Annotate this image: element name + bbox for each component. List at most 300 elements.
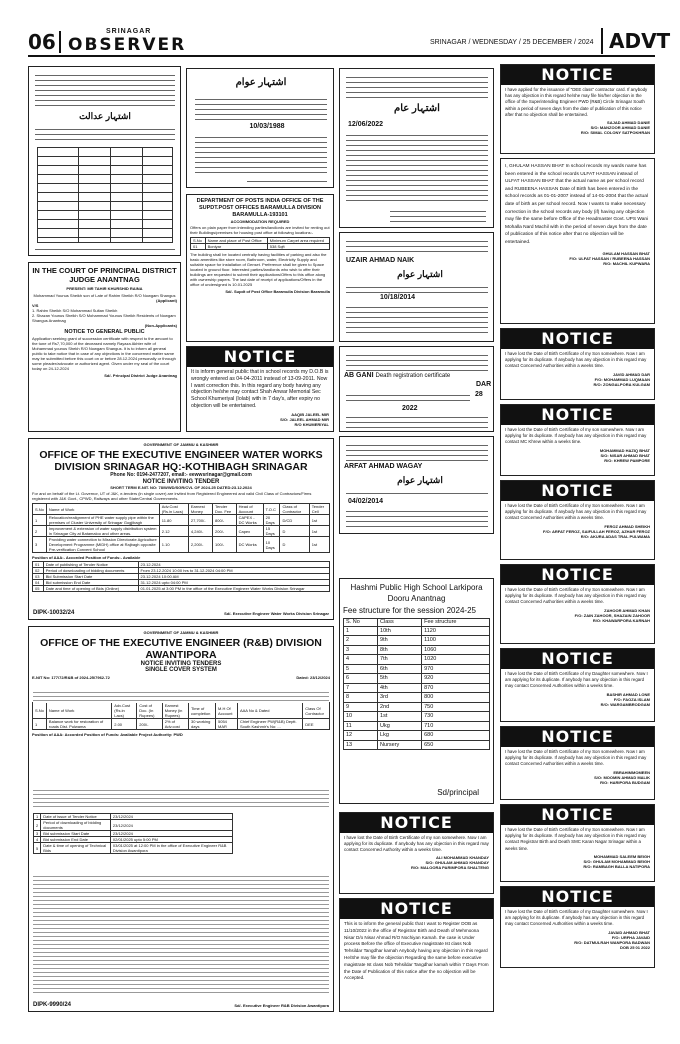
table-cell: 100/- — [213, 537, 237, 553]
table-cell: Date & time of opening of Technical Bids — [41, 843, 111, 854]
table-cell: 3rd — [378, 693, 422, 703]
urdu-ad-1 — [28, 66, 181, 256]
notice-signature: JAVID AHMAD DAR — [612, 371, 650, 377]
table-cell: 13 — [344, 740, 378, 750]
table-cell: 1120 — [422, 626, 490, 636]
notice-signature: F/O: ULFAT HASSAN / RUBEENA HASSAN — [569, 255, 650, 261]
table-cell: 31.12.2024 upto 04:00 PM — [138, 580, 329, 586]
table-cell: 1060 — [422, 645, 490, 655]
table-cell: 02/01/2025 upto 5:00 PM — [110, 837, 232, 843]
court-non-applicants: (Non-Applicants) — [144, 323, 177, 328]
notice-body: I have lost the Date of Birth Certificate of my Daughter somewhere. Now I am applying for its duplicate. If anybody has any objection in this regard may contact Concerned Authorities within a weeks time. — [505, 909, 648, 927]
table-cell: 10 — [344, 712, 378, 722]
table-cell: 200/- — [213, 526, 237, 537]
table-header: Class — [378, 619, 422, 627]
notice-body: I have lost the Date of Birth Certificate of my Daughter somewhere. Now I am applying for its duplicate. If anybody has any objection in this regard may contact Concerned Authorities within a weeks time. — [505, 671, 648, 689]
notice-body: I have lost the Date of Birth Certificate of my son somewhere. Now I am applying for its duplicate. If anybody has any objection in this regard may contact Concerned Authority within a weeks time. — [344, 835, 489, 852]
table-cell: Capex — [236, 526, 263, 537]
header-divider — [59, 31, 61, 53]
notice-signature: R/O: DATMULRAH WANPORA BADWAN — [574, 939, 650, 945]
school-fee-ad — [339, 578, 494, 804]
urdu-text-lines — [247, 177, 327, 185]
table-row — [344, 645, 490, 655]
urdu-date: 04/02/2014 — [348, 498, 384, 505]
table-header: Time of completion — [189, 703, 216, 719]
table-cell: 8th — [378, 645, 422, 655]
notice-signature: GHULAM HASSAN BHAT — [602, 250, 650, 256]
urdu-title: اشتہار عوام — [235, 77, 287, 88]
postoffice-body: The building shall be located centrally having facilities of parking and also the basic amenities like store room, Bathroom, water, Electricity Supply and suitable space for installation of Genset. Preference shall be given to Space located in ground floor. Interested parties/landlords who wish to offer their buildings are requested to submit their applications/Offers to this office along with ownership papers. The last date of receipt of applications/Offers in the office of undersigned is 10.01.2025 — [190, 252, 327, 287]
table-cell: 800 — [422, 693, 490, 703]
urdu-text-lines — [346, 351, 488, 371]
tender-contact: Phone No: 0194-2477207, email:- eewwsrinagar@gmail.com — [110, 472, 252, 478]
table-cell: 730 — [422, 712, 490, 722]
table-header: Minimum Carpet area required — [267, 238, 329, 244]
table-cell: 5 — [34, 843, 41, 854]
tender-notice: NOTICE INVITING TENDER — [142, 479, 220, 485]
table-cell: 10 Days — [263, 537, 280, 553]
postoffice-title: DEPARTMENT OF POSTS INDIA OFFICE OF THE SUPDT.POST OFFICES BARAMULLA DIVISION BARAMULLA-193101 — [196, 198, 324, 218]
center-notice — [186, 346, 334, 432]
urdu-text-lines — [346, 391, 470, 403]
table-cell: 9th — [378, 636, 422, 646]
tender-table — [32, 702, 330, 730]
masthead-top: SRINAGAR — [106, 28, 152, 35]
notice-signature: F/O: MOHAMMAD LUQMAAN — [594, 376, 650, 382]
court-title: IN THE COURT OF PRINCIPAL DISTRICT JUDGE ANANTNAG — [32, 266, 177, 284]
table-cell: 7 — [344, 683, 378, 693]
table-row — [33, 537, 330, 553]
table-row — [344, 712, 490, 722]
table-row — [344, 702, 490, 712]
postoffice-table — [190, 237, 330, 250]
notice-signature: R/O: MACHIL KUPWARA — [603, 260, 650, 266]
tender-table — [32, 503, 330, 553]
table-header: Earnest Money — [188, 504, 212, 515]
table-cell: 800/- — [213, 515, 237, 526]
notice-signature: R/O: AKURA ADAS TRAL PULWAMA — [580, 533, 650, 539]
table-cell: 5054 MAR — [216, 719, 238, 730]
notice-signature: F/O: ZAIN ZAHOOR, SHAZAIN ZAHOOR — [574, 612, 650, 618]
urdu-date: 12/06/2022 — [348, 121, 384, 128]
govt-line: GOVERNMENT OF JAMMU & KASHMIR — [143, 442, 219, 447]
dipk-number: DIPK-9990/24 — [33, 1002, 72, 1008]
table-cell: Period of downloading of bidding documents — [43, 568, 138, 574]
page-number: 06 — [28, 30, 56, 54]
tender-nit: SHORT TERM E-NIT. NO: 78/WWD/SGR/CVL OF 2024-25 DATED:23.12.2024 — [110, 485, 252, 490]
notice-signature: F/O: FAOZA ISLAM — [613, 696, 650, 702]
table-cell: Relocation/realignment of PHE water supply pipe within the premises of Cluster University of Srinagar Gogjibagh — [46, 515, 159, 526]
notice-heading: NOTICE — [501, 649, 654, 669]
mid-notice-2 — [339, 898, 494, 1012]
table-cell: 1.10 — [159, 537, 188, 553]
notice-body: I, GHULAM HASSAN BHAT In school records my wards name has been entered in the school records ULFAT HASSAN instead of ULFAT HASSAN BHAT that the actual name as per school record and RUBEENA HASSAN Date of Birth has been entered in the school records as 01-01-2007 instead of 14-01-2004 that the actual date of birth as per school record. Now I wants to make necessary correction in the school records any body (if) having any objection may file the same before Office of the Headmaster Govt. UPS Wani Mohalla Nard Machil with in the period of seven days from the date of publication of this notice after that no objection will be entertained. — [505, 164, 649, 245]
table-cell: 1 — [33, 515, 47, 526]
school-name: Hashmi Public High School Larkipora — [350, 583, 483, 592]
tender-sign: Sd/- Executive Engineer R&B Division Awantipora — [234, 1003, 329, 1008]
urdu-name — [344, 372, 494, 379]
table-cell: 23.12.2024 10:00 AM — [138, 574, 329, 580]
notice-signature: JAVAID AHMAD BHAT — [608, 929, 650, 935]
table-cell: 4 — [344, 655, 378, 665]
notice-body: I have lost the Date of Birth Certificate of my son somewhere. Now I am applying for its duplicate. If anybody has any objection in this regard may contact MC Khrew within a weeks time. — [505, 427, 647, 445]
table-cell: 200/- — [137, 719, 162, 730]
table-cell: Date and time of opening of Bids (Online) — [43, 586, 138, 592]
urdu-name-text: AB GANI — [344, 372, 374, 379]
table-cell: 8 — [344, 693, 378, 703]
table-cell: 01 — [191, 244, 206, 250]
table-cell: 1 — [33, 719, 47, 730]
court-presiding: PRESENT: MR TAHIR KHURSHID RAINA — [66, 286, 143, 291]
table-cell: 538 Sqft — [267, 244, 329, 250]
table-cell: 01.01.2025 at 3:00 PM in the office of the Executive Engineer Water Works Division Srinagar — [138, 586, 329, 592]
table-cell: 2% of Adv.cost — [162, 719, 188, 730]
tender-text-lines — [33, 689, 329, 703]
table-cell: 1st — [309, 537, 329, 553]
table-cell: 15 Days — [263, 526, 280, 537]
urdu-ad-3 — [339, 68, 494, 228]
urdu-table — [37, 147, 173, 243]
court-applicant: (Applicant) — [156, 298, 177, 303]
table-cell: 03 — [33, 574, 44, 580]
urdu-title: اشتہار عدالت — [79, 111, 131, 121]
notice-heading: NOTICE — [340, 813, 493, 833]
table-cell: 30 working days — [189, 719, 216, 730]
fee-table — [343, 618, 490, 750]
table-cell: 2,200/- — [188, 537, 212, 553]
tender-schedule — [33, 813, 233, 854]
table-cell: 2nd — [378, 702, 422, 712]
table-cell: 1 — [344, 626, 378, 636]
table-header: Tender Doc. Fee — [213, 504, 237, 515]
urdu-text-lines — [195, 133, 327, 173]
table-cell: 6 — [344, 674, 378, 684]
notice-body: This is to inform the general public that I want to Register DOB as 11/10/2022 in the office of Registrar Birth and Death of Mehmoona Nisar D/o Nisar Ahmad R/O Nochiyan Kamah. the case is Under process Before the office of Executive magistrate Ist class Nob Tehsildar Tangdhar kamah Anybody having any objection in this regard He/She may file the objection Regarding the same before executive magistrate Ist class Nob Tehsildar Tangdhar kamah within 7 Days From the Date of Publication of this notice after the no objection will be Accepted. — [344, 921, 489, 981]
court-sign: Sd/- Principal District Judge Anantnag — [104, 373, 177, 378]
notice-signature: EBRAHIMMOMEEN — [613, 769, 650, 775]
urdu-text-lines — [195, 95, 327, 123]
table-cell: Balance work for restoration of roads Dist. Pulwama — [46, 719, 111, 730]
notice-signature: MOHAMMAD SALEEM BEIGH — [593, 853, 650, 859]
tender-sub: SINGLE COVER SYSTEM — [145, 667, 217, 673]
notice-signature: ZAHOOR AHMAD KHAN — [604, 607, 650, 613]
notice-signature: AAQIB JALEEL MIR — [291, 411, 329, 417]
notice-signature: R/O: RAMBAGH BALLA NATIPORA — [583, 863, 650, 869]
govt-line: GOVERNMENT OF JAMMU & KASHMIR — [143, 630, 219, 635]
table-cell: 03/01/2025 at 12:00 PM in the office of Executive Engineer R&B Division Awantipora — [110, 843, 232, 854]
notice-heading: NOTICE — [501, 481, 654, 501]
notice-heading: NOTICE — [501, 329, 654, 349]
table-cell: Date of publishing of Tender Notice — [43, 562, 138, 568]
table-row — [34, 843, 233, 854]
urdu-title: اشتہار عوام — [397, 475, 443, 485]
page-header — [28, 28, 671, 56]
notice-signature: SAJAD AHMAD DANIE — [607, 120, 650, 126]
table-cell: 650 — [422, 740, 490, 750]
notice-heading: NOTICE — [501, 405, 654, 425]
urdu-ad-4 — [339, 232, 494, 342]
table-header: Class Of Contractor — [303, 703, 330, 719]
table-cell: 23/12/2024 — [110, 820, 232, 831]
urdu-text-lines — [390, 207, 486, 223]
notice-signature: S/O: MANZOOR AHMAD DANIE — [590, 125, 650, 131]
court-party: Mohammad Younus Sheikh son of Late of Rahim Sheikh R/O Nowgam Shangus — [33, 293, 176, 298]
table-cell: 970 — [422, 664, 490, 674]
right-notice — [500, 158, 655, 324]
table-header: S.No — [191, 238, 206, 244]
notice-signature: R/O: HARIPORA BUDGAM — [600, 779, 650, 785]
table-cell: 710 — [422, 721, 490, 731]
rnb-tender — [28, 626, 334, 1012]
notice-signature: R/O: KHAWARPORA KARNAH — [592, 617, 650, 623]
urdu-name: ARFAT AHMAD WAGAY — [344, 463, 423, 470]
table-row — [33, 719, 330, 730]
table-header: Name of Work — [46, 504, 159, 515]
notice-heading: NOTICE — [501, 565, 654, 585]
postoffice-sign: Sd/- Supdt of Post Office Baramulla Division Baramulla — [225, 289, 330, 294]
urdu-text-lines — [346, 237, 488, 255]
table-cell: 4 — [34, 837, 41, 843]
urdu-text-lines — [35, 71, 175, 109]
table-header: Cost of Doc. (In Rupees) — [137, 703, 162, 719]
notice-heading: NOTICE — [340, 899, 493, 919]
notice-body: I have lost the Date of Birth Certificate of my Son somewhere. Now I am applying for its duplicate. If anybody has any objection in this regard may contact Concerned Authorities within a weeks time. — [505, 351, 647, 369]
notice-signature: F/O: URFHA JAVAID — [611, 934, 650, 940]
tender-dated: Dated: 23/12/2024 — [296, 675, 330, 680]
table-cell: 920 — [422, 674, 490, 684]
table-cell: Date of issue of Tender Notice — [41, 814, 111, 820]
urdu-text-lines — [346, 303, 488, 337]
table-cell: DC Works — [236, 537, 263, 553]
table-cell: 9 — [344, 702, 378, 712]
right-notice — [500, 886, 655, 968]
table-header: Tender Cell — [309, 504, 329, 515]
table-cell: 2.12 — [159, 526, 188, 537]
masthead: OBSERVER — [68, 35, 187, 55]
urdu-text-lines — [35, 245, 175, 253]
tender-sub: NOTICE INVITING TENDERS — [140, 661, 222, 667]
table-cell: 10th — [378, 626, 422, 636]
table-cell: 1st — [378, 712, 422, 722]
table-cell: From 23.12.2024 10:00 hrs to 31.12.2024 04:00 PM — [138, 568, 329, 574]
notice-heading: NOTICE — [501, 805, 654, 825]
notice-signature: R/O: WARGAMBRODGAM — [600, 701, 650, 707]
notice-body: I have lost the Date of Birth Certificate of my Son somewhere. Now I am applying for its duplicate. If anybody has any objection in this regard may contact Concerned Authorities within a weeks time. — [505, 749, 647, 767]
urdu-text-lines — [35, 125, 175, 143]
court-body: Application seeking grant of succession certificate with respect to the amount to the tune of Rs7,70,000 of the deceased namely Rayaza Akhter wife of Mohammad younus Shekh R/O Nowgam Shangus. It is to inform all general public to take notice that in case of any objections in the concerned matter same may be submitted before this court on or before 28.12.2024 personally or through some pleader/advocate or authorized agent. Given under my seal of the court today on 24-12-2024 — [32, 336, 176, 371]
table-row — [33, 515, 330, 526]
right-notice — [500, 328, 655, 400]
table-row — [33, 526, 330, 537]
table-cell: 2 — [344, 636, 378, 646]
table-cell: 4th — [378, 683, 422, 693]
dateline: SRINAGAR / WEDNESDAY / 25 DECEMBER / 2024 — [430, 39, 594, 46]
table-row — [344, 664, 490, 674]
urdu-text-lines — [346, 413, 488, 429]
court-vs: V/S — [32, 303, 39, 308]
table-cell: DEE — [303, 719, 330, 730]
urdu-name: DAR — [476, 381, 492, 388]
urdu-text-lines — [346, 131, 488, 201]
table-cell: 5 — [344, 664, 378, 674]
table-row — [34, 820, 233, 831]
table-cell: Bid submission Start Date — [41, 831, 111, 837]
table-row — [344, 740, 490, 750]
table-cell: Nursery — [378, 740, 422, 750]
table-row — [344, 655, 490, 665]
table-header: Name and place of Post Office — [205, 238, 267, 244]
table-cell: Bid submission End Date — [43, 580, 138, 586]
urdu-date: 10/18/2014 — [380, 294, 416, 301]
dipk-number: DIPK-10032/24 — [33, 610, 75, 616]
table-cell: Providing water connection to Mission Directorate Agriculture Development Programme (MIDH) office at Rajbagh opposite Pre-verification Convent School — [46, 537, 159, 553]
notice-body: I have lost the Date of Birth Certificate of my Son somewhere. Now I am applying for its duplicate. If anybody has any objection in this regard may contact Concerned Authorities within a weeks time. — [505, 587, 647, 605]
notice-signature: S/O: NISAR AHMAD BHAT — [600, 452, 650, 458]
right-notice — [500, 404, 655, 476]
table-cell: 1020 — [422, 655, 490, 665]
notice-signature: R/O KHUMERIYAL — [294, 421, 329, 427]
table-header: M.H Of Account — [216, 703, 238, 719]
notice-signature: DOB 25 01 2022 — [619, 944, 650, 950]
header-rule — [28, 55, 655, 57]
notice-signature: R/O: MALOORA PARIMPORA SHALTENG — [411, 865, 489, 870]
urdu-number: 28 — [475, 391, 483, 398]
table-cell: CAPEX - DC Works — [236, 515, 263, 526]
table-cell: 11.80 — [159, 515, 188, 526]
section-label: ADVT — [601, 28, 657, 54]
tender-position: Position of AAA: Accorded Position of Funds: Available Project Authority: PWD — [32, 732, 183, 737]
tender-text-lines — [33, 787, 329, 809]
school-sign: Sd/principal — [437, 788, 479, 797]
court-notice — [28, 262, 181, 432]
table-cell: 2 — [33, 526, 47, 537]
table-cell: Period of downloading of bidding documents — [41, 820, 111, 831]
notice-heading: NOTICE — [501, 65, 654, 85]
urdu-name-text: Death registration certificate — [375, 373, 451, 379]
notice-heading: NOTICE — [501, 727, 654, 747]
notice-body: It is inform general public that in school records my D.O.B is wrongly entered as 04-04-2011 instead of 13-09-2011. Now I want correction this. In this regard any body having any objection he/she may contact Shah Anwar Memorial Sec School Khumeriyal (Iolab) with in 7 day's, after expiry no objection will be entertained. — [191, 369, 329, 409]
tender-intro: For and on behalf of the Lt. Governor, UT of J&K, e-tenders (in single cover) are invited from Registered Engineered and valid Civil Class of Contractors/Firms registered with J&K Govt., CPWD, Railways and other State/Central Governments. — [32, 491, 312, 501]
postoffice-intro: Offers on plain paper from intending parties/landlords are invited for renting out their Buildings/premises for housing post office at following locations:- — [190, 225, 330, 235]
table-cell: 1 — [34, 814, 41, 820]
table-cell: 23/12/2024 — [110, 831, 232, 837]
table-cell: 3 — [344, 645, 378, 655]
urdu-title: اشتہار عام — [394, 103, 440, 114]
right-notice — [500, 648, 655, 722]
table-cell: 680 — [422, 731, 490, 741]
table-header: Name of Work — [46, 703, 111, 719]
table-cell: Ukg — [378, 721, 422, 731]
table-header: Class of Contractor — [280, 504, 309, 515]
table-row — [33, 586, 330, 592]
table-cell: 02 — [33, 568, 44, 574]
notice-signature: S/O: JALEEL AHMAD MIR — [280, 416, 329, 422]
right-notice — [500, 804, 655, 882]
table-cell: 750 — [422, 702, 490, 712]
notice-signature: S/O: GHULAM AHMAD KHANDAY — [425, 860, 489, 865]
table-cell: 11 — [344, 721, 378, 731]
notice-body: I have applied for the issuance of "DEE class" contractor card. If anybody has any objection in this regard he/she may file his/her objection in the office of the Superintending Engineer PWD (R&B) Circle Srinagar South within a period of seven days from the date of publication of this notice after that no objection shall be entertained. — [505, 87, 648, 117]
table-cell: 3 — [33, 537, 47, 553]
tender-schedule — [32, 561, 330, 592]
table-cell: Bid Submission Start Date — [43, 574, 138, 580]
tender-sign: Sd/- Executive Engineer Water Works Division Srinagar — [224, 611, 329, 616]
table-header: S.No — [33, 504, 47, 515]
urdu-text-lines — [346, 441, 488, 461]
table-cell: 12 — [344, 731, 378, 741]
table-cell: 01 — [33, 562, 44, 568]
table-cell: 1100 — [422, 636, 490, 646]
table-header: Earnest Money (in Rupees) — [162, 703, 188, 719]
tender-title: OFFICE OF THE EXECUTIVE ENGINEER WATER WORKS DIVISION SRINAGAR HQ:-KOTHIBAGH SRINAGAR — [39, 449, 323, 473]
notice-signature: S/O: MOOMIN AHMAD MALIK — [594, 774, 650, 780]
court-respondents: 1. Rahim Sheikh S/O Mohammad Sultan Sheikh 2. Shazan Younus Sheikh S/O Mohammad Younus Sheikh Residents of Nowgam Shangus Anantnag — [32, 308, 176, 323]
table-cell: D — [280, 537, 309, 553]
notice-signature: BASHIR AHMAD LONE — [606, 691, 650, 697]
table-row — [344, 674, 490, 684]
urdu-title: اشتہار عوام — [397, 269, 443, 279]
table-header: T.O.C — [263, 504, 280, 515]
table-header: S. No — [344, 619, 378, 627]
table-cell: 20 Days — [263, 515, 280, 526]
table-header: Adv.Cost (Rs.in Lacs) — [159, 504, 188, 515]
table-header: AAA No & Dated — [237, 703, 302, 719]
tender-nit-row — [32, 675, 330, 680]
school-place: Dooru Anantnag — [387, 594, 446, 603]
table-cell: 2.00 — [112, 719, 137, 730]
table-cell: 5th — [378, 674, 422, 684]
urdu-ad-5 — [339, 346, 494, 432]
notice-signature: ALI MOHAMMAD KHANDAY — [436, 855, 489, 860]
right-notice — [500, 726, 655, 800]
notice-signature: R/O: KHREW PAMPORE — [604, 457, 650, 463]
tender-nit: E-NIT No: 177/72/R&B of 2024-25/7962-72 — [32, 675, 110, 680]
table-cell: Improvement & extension of water supply distribution system in Srinagar City at Batamaloo and other areas. — [46, 526, 159, 537]
urdu-text-lines — [346, 283, 488, 293]
urdu-text-lines — [346, 73, 488, 101]
notice-signature: F/O: ARFAT FEROZ, SAIFULLAH FEROZ, AZHAR FEROZ — [543, 528, 650, 534]
table-header: Fee structure — [422, 619, 490, 627]
right-notice — [500, 480, 655, 560]
right-notice — [500, 64, 655, 154]
notice-heading: NOTICE — [501, 887, 654, 907]
table-header: Head of Account — [236, 504, 263, 515]
table-cell: 1st — [309, 526, 329, 537]
table-cell: 05 — [33, 586, 44, 592]
tender-position: Position of AAA:- Accorded Position of Funds:- Available — [32, 555, 141, 560]
table-header: Adv.Cost (Rs.in Lacs) — [112, 703, 137, 719]
table-row — [344, 683, 490, 693]
urdu-text-lines — [346, 489, 488, 497]
waterworks-tender — [28, 438, 334, 620]
table-row — [344, 721, 490, 731]
table-cell: D — [280, 526, 309, 537]
urdu-text-lines — [346, 507, 488, 531]
tender-title: OFFICE OF THE EXECUTIVE ENGINEER (R&B) DIVISION AWANTIPORA — [40, 637, 322, 661]
right-notice-column — [500, 64, 655, 1012]
table-cell: Bid submission End Date — [41, 837, 111, 843]
urdu-date: 10/03/1988 — [249, 123, 285, 130]
table-cell: 1st — [309, 515, 329, 526]
table-header: S.No — [33, 703, 47, 719]
table-cell: 4,240/- — [188, 526, 212, 537]
notice-signature: R/O: ZONGALPORA KULGAM — [593, 381, 650, 387]
table-cell: Lkg — [378, 731, 422, 741]
urdu-ad-2 — [186, 68, 334, 188]
tender-text-lines — [33, 873, 329, 993]
table-cell: 04 — [33, 580, 44, 586]
table-cell: 3 — [34, 831, 41, 837]
